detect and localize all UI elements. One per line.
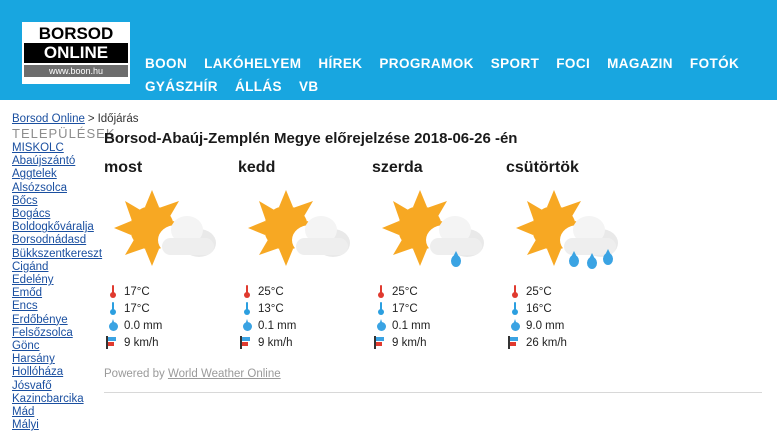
nav-item-foci[interactable]: FOCI — [556, 56, 591, 71]
wind-row — [104, 334, 238, 351]
wind-row — [238, 334, 372, 351]
nav-item-sport[interactable]: SPORT — [490, 56, 540, 71]
sidebar-item-emod[interactable]: Emőd — [12, 287, 43, 300]
wind-flag-icon — [238, 336, 256, 349]
wind-flag-icon — [104, 336, 122, 349]
main-navigation — [145, 56, 775, 94]
wind-value: 9 km/h — [258, 336, 293, 349]
page-title: Borsod-Abaúj-Zemplén Megye előrejelzése 2018-06-26 -én — [104, 130, 518, 147]
wind-row — [372, 334, 506, 351]
forecast-values — [372, 283, 506, 351]
sidebar-title: TELEPÜLÉSEK — [12, 126, 116, 141]
forecast-day-label: csütörtök — [506, 159, 579, 176]
temp-low-row — [238, 300, 372, 317]
temp-low-value: 17°C — [124, 302, 150, 315]
sidebar-item-gonc[interactable]: Gönc — [12, 340, 40, 353]
forecast-values — [506, 283, 640, 351]
sidebar-item-mad[interactable]: Mád — [12, 406, 35, 419]
forecast-card-most — [104, 159, 238, 351]
sidebar-item-harsany[interactable]: Harsány — [12, 353, 55, 366]
raindrop-icon — [372, 320, 390, 332]
nav-item-fotok[interactable]: FOTÓK — [689, 56, 740, 71]
wind-value: 9 km/h — [392, 336, 427, 349]
logo-line-2: ONLINE — [24, 43, 128, 63]
nav-item-vb[interactable]: VB — [298, 79, 319, 94]
wind-flag-icon — [506, 336, 524, 349]
sidebar-item-cigand[interactable]: Cigánd — [12, 260, 49, 273]
raindrop-icon — [506, 320, 524, 332]
site-logo[interactable] — [22, 22, 130, 84]
precipitation-row — [238, 317, 372, 334]
temp-high-value: 25°C — [526, 285, 552, 298]
thermometer-red-icon — [104, 285, 122, 299]
sidebar-item-edeleny[interactable]: Edelény — [12, 274, 54, 287]
sidebar-item-bukkszentkereszt[interactable]: Bükkszentkereszt — [12, 247, 103, 260]
temp-low-row — [506, 300, 640, 317]
precipitation-row — [372, 317, 506, 334]
footer-divider — [104, 392, 762, 393]
breadcrumb — [12, 113, 139, 125]
sidebar-item-erdobenye[interactable]: Erdőbénye — [12, 313, 68, 326]
sidebar-item-bocs[interactable]: Bőcs — [12, 194, 38, 207]
forecast-day-label: kedd — [238, 159, 276, 176]
site-header — [0, 0, 777, 100]
forecast-card-szerda — [372, 159, 506, 351]
nav-item-gyaszhir[interactable]: GYÁSZHÍR — [145, 79, 218, 94]
nav-row-secondary — [145, 79, 775, 94]
precipitation-row — [506, 317, 640, 334]
thermometer-blue-icon — [104, 302, 122, 316]
sidebar-item-abaujszanto[interactable]: Abaújszántó — [12, 155, 76, 168]
breadcrumb-current: Időjárás — [97, 113, 139, 125]
nav-item-magazin[interactable]: MAGAZIN — [607, 56, 673, 71]
thermometer-red-icon — [506, 285, 524, 299]
nav-item-programok[interactable]: PROGRAMOK — [379, 56, 474, 71]
sidebar-item-borsodnadasd[interactable]: Borsodnádasd — [12, 234, 87, 247]
sidebar-item-aggtelek[interactable]: Aggtelek — [12, 168, 57, 181]
forecast-day-label: szerda — [372, 159, 423, 176]
thermometer-blue-icon — [506, 302, 524, 316]
sidebar-item-kazincbarcika[interactable]: Kazincbarcika — [12, 392, 84, 405]
temp-high-value: 17°C — [124, 285, 150, 298]
breadcrumb-separator: > — [87, 113, 95, 125]
breadcrumb-home-link[interactable]: Borsod Online — [12, 113, 85, 125]
sidebar-item-bogacs[interactable]: Bogács — [12, 208, 51, 221]
sidebar-item-miskolc[interactable]: MISKOLC — [12, 142, 64, 154]
forecast-day-label: most — [104, 159, 143, 176]
world-weather-online-link[interactable]: World Weather Online — [167, 368, 281, 380]
forecast-card-kedd — [238, 159, 372, 351]
wind-value: 9 km/h — [124, 336, 159, 349]
temp-high-value: 25°C — [392, 285, 418, 298]
main-content — [104, 130, 769, 351]
thermometer-blue-icon — [372, 302, 390, 316]
precipitation-row — [104, 317, 238, 334]
forecast-card-csutortok — [506, 159, 640, 351]
thermometer-red-icon — [238, 285, 256, 299]
temp-low-row — [104, 300, 238, 317]
wind-flag-icon — [372, 336, 390, 349]
powered-by-label: Powered by — [104, 368, 165, 380]
temp-low-value: 17°C — [392, 302, 418, 315]
sidebar-item-alsozsolca[interactable]: Alsózsolca — [12, 181, 67, 194]
temp-high-row — [104, 283, 238, 300]
logo-line-3: www.boon.hu — [24, 65, 128, 77]
temp-low-row — [372, 300, 506, 317]
nav-item-allas[interactable]: ÁLLÁS — [234, 79, 282, 94]
forecast-values — [238, 283, 372, 351]
nav-item-hirek[interactable]: HÍREK — [318, 56, 363, 71]
precipitation-value: 0.0 mm — [124, 319, 163, 332]
forecast-values — [104, 283, 238, 351]
temp-high-row — [238, 283, 372, 300]
precipitation-value: 9.0 mm — [526, 319, 565, 332]
sidebar — [12, 126, 116, 432]
sidebar-item-felsozsolca[interactable]: Felsőzsolca — [12, 326, 73, 339]
precipitation-value: 0.1 mm — [392, 319, 431, 332]
sidebar-item-josvafo[interactable]: Jósvafő — [12, 379, 52, 392]
powered-by — [104, 368, 281, 380]
sun-cloud-icon — [104, 185, 238, 279]
temp-high-value: 25°C — [258, 285, 284, 298]
wind-value: 26 km/h — [526, 336, 567, 349]
sun-cloud-rain-icon — [506, 185, 640, 279]
temp-low-value: 16°C — [526, 302, 552, 315]
nav-item-boon[interactable]: BOON — [145, 56, 188, 71]
sidebar-item-hollohaza[interactable]: Hollóháza — [12, 366, 64, 379]
logo-line-1: BORSOD — [38, 24, 114, 43]
raindrop-icon — [238, 320, 256, 332]
raindrop-icon — [104, 320, 122, 332]
sun-cloud-rain-icon — [372, 185, 506, 279]
temp-high-row — [506, 283, 640, 300]
nav-item-lakohelyem[interactable]: LAKÓHELYEM — [204, 56, 302, 71]
thermometer-blue-icon — [238, 302, 256, 316]
forecast-cards — [104, 159, 769, 351]
temp-high-row — [372, 283, 506, 300]
sidebar-item-encs[interactable]: Encs — [12, 300, 38, 313]
sidebar-item-malyi[interactable]: Mályi — [12, 419, 39, 432]
precipitation-value: 0.1 mm — [258, 319, 297, 332]
temp-low-value: 13°C — [258, 302, 284, 315]
wind-row — [506, 334, 640, 351]
sun-cloud-icon — [238, 185, 372, 279]
nav-row-primary — [145, 56, 775, 71]
thermometer-red-icon — [372, 285, 390, 299]
sidebar-item-boldogkovaralja[interactable]: Boldogkőváralja — [12, 221, 94, 234]
